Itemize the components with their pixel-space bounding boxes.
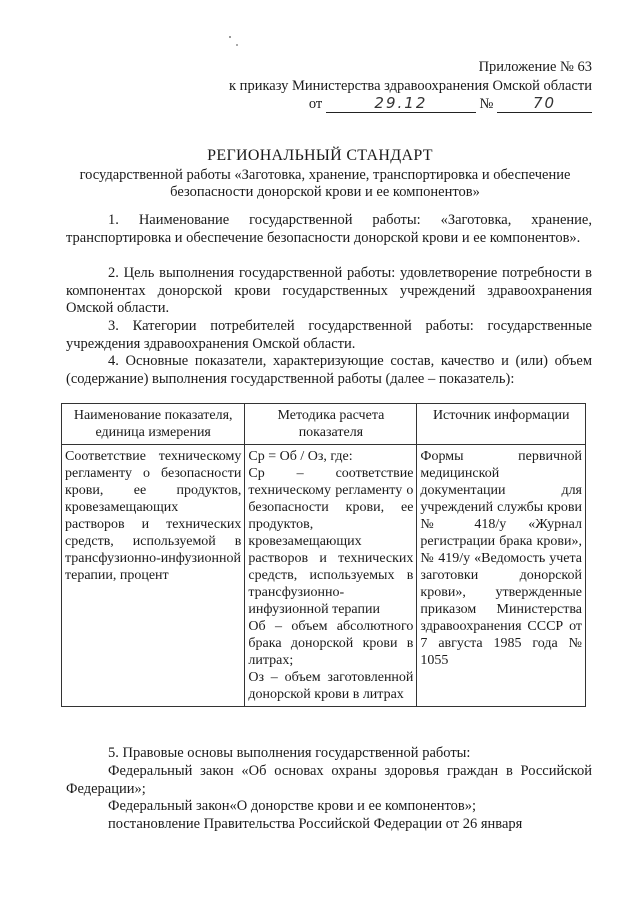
method-ob-definition: Об – объем абсолютного брака донорской крови в литрах; xyxy=(248,619,414,668)
section5-item: Федеральный закон«О донорстве крови и ее компонентов»; xyxy=(108,798,476,814)
header-info-source: Источник информации xyxy=(417,404,586,445)
document-subtitle: государственной работы «Заготовка, хранение, транспортировка и обеспечение безопасности донорской крови и ее компонентов» xyxy=(79,167,571,200)
section5-heading: 5. Правовые основы выполнения государственной работы: xyxy=(108,745,471,761)
method-formula: Ср = Об / Оз, где: xyxy=(248,449,353,464)
indicators-table xyxy=(61,403,586,707)
paragraph-2: 2. Цель выполнения государственной работы: удовлетворение потребности в компонентах донорской крови государственных учреждений здравоохранения Омской области. xyxy=(66,265,592,316)
cell-indicator-name: Соответствие техническому регламенту о безопасности крови, ее продуктов, кровезамещающих растворов и технических средств, используемой в трансфузионно-инфузионной терапии, процент xyxy=(62,445,245,707)
section5-item: Федеральный закон «Об основах охраны здоровья граждан в Российской Федерации»; xyxy=(66,763,592,797)
table-header-row xyxy=(62,404,586,445)
method-oz-definition: Оз – объем заготовленной донорской крови в литрах xyxy=(248,670,414,702)
annex-number: Приложение № 63 xyxy=(478,59,592,75)
method-cp-definition: Ср – соответствие техническому регламенту о безопасности крови, ее продуктов, кровезамещающих растворов и технических средств, используемых в трансфузионно-инфузионной терапии xyxy=(248,466,414,617)
header-indicator-name: Наименование показателя, единица измерения xyxy=(62,404,245,445)
paragraph-3: 3. Категории потребителей государственной работы: государственные учреждения здравоохранения Омской области. xyxy=(66,318,592,352)
document-title: РЕГИОНАЛЬНЫЙ СТАНДАРТ xyxy=(207,147,433,164)
section5-item: постановление Правительства Российской Федерации от 26 января xyxy=(108,816,523,832)
header-calculation-method: Методика расчета показателя xyxy=(245,404,417,445)
scan-speck xyxy=(236,44,238,46)
annex-date-handwritten: 29.12 xyxy=(326,94,476,113)
cell-calculation-method xyxy=(245,445,417,707)
annex-number-handwritten: 70 xyxy=(497,94,592,113)
scan-speck xyxy=(229,36,231,38)
table-row xyxy=(62,445,586,707)
cell-info-source: Формы первичной медицинской документации для учреждений службы крови № 418/у «Журнал регистрации брака крови», № 419/у «Ведомость учета заготовки донорской крови», утвержденные приказом Министерства здравоохранения СССР от 7 августа 1985 года № 1055 xyxy=(417,445,586,707)
paragraph-1: 1. Наименование государственной работы: «Заготовка, хранение, транспортировка и обеспечение безопасности донорской крови и ее компонентов». xyxy=(66,212,592,246)
annex-from-label: от xyxy=(308,96,323,112)
paragraph-4: 4. Основные показатели, характеризующие состав, качество и (или) объем (содержание) выполнения государственной работы (далее – показатель): xyxy=(66,353,592,387)
annex-num-label: № xyxy=(479,96,494,112)
annex-date-number-line xyxy=(309,94,592,113)
annex-order-ref: к приказу Министерства здравоохранения Омской области xyxy=(229,78,592,94)
